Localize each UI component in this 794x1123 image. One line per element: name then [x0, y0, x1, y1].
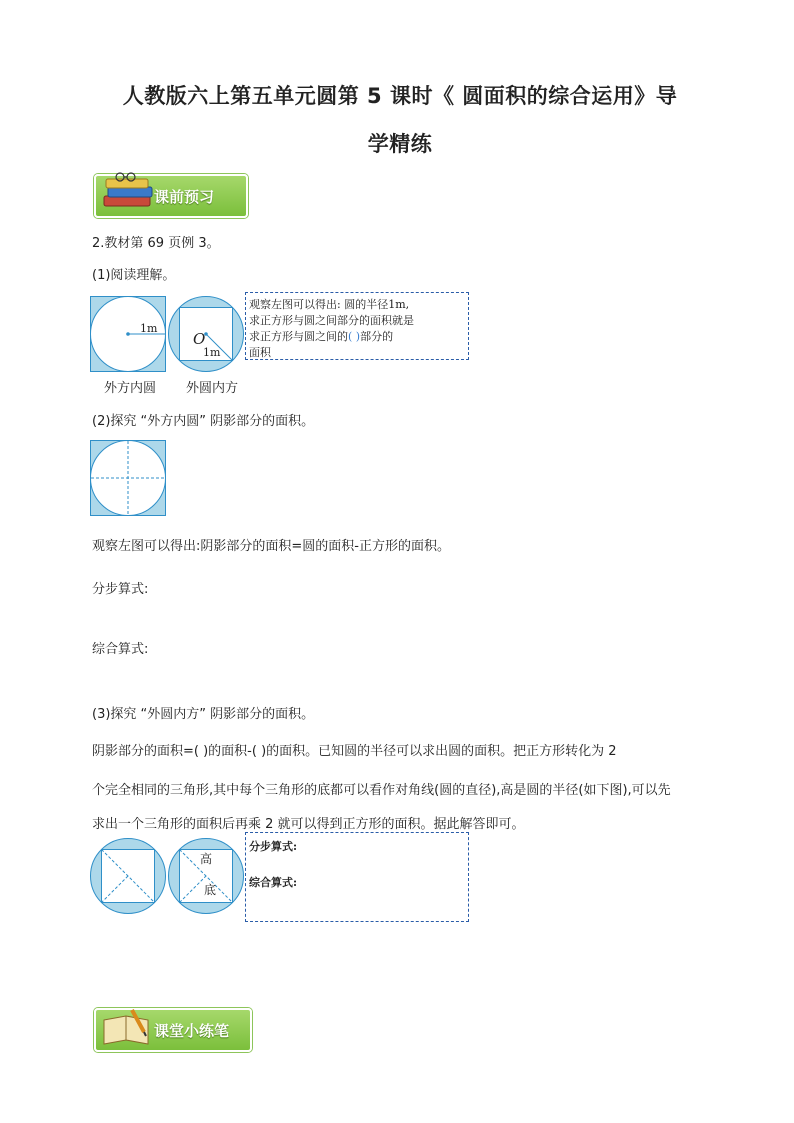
step2-heading: (2)探究 “外方内圆” 阴影部分的面积。 [92, 414, 315, 429]
note-line3 [249, 328, 393, 344]
height-label: 高 [200, 852, 213, 866]
figure-circle-outside-square [168, 296, 244, 372]
note-box [245, 292, 469, 360]
paragraph-line3: 求出一个三角形的面积后再乘 2 就可以得到正方形的面积。据此解答即可。 [92, 817, 525, 832]
answer-combined-label: 综合算式: [249, 876, 298, 889]
figure2-radius-label: 1m [203, 346, 221, 359]
books-icon [98, 170, 158, 214]
caption-circle-outside-square: 外圆内方 [186, 381, 239, 396]
step3-heading: (3)探究 “外圆内方” 阴影部分的面积。 [92, 707, 315, 722]
observation-text: 观察左图可以得出:阴影部分的面积=圆的面积-正方形的面积。 [92, 539, 450, 554]
figure2-center-label: O [193, 330, 206, 348]
paragraph-line2: 个完全相同的三角形,其中每个三角形的底都可以看作对角线(圆的直径),高是圆的半径(如下图),可以先 [92, 783, 671, 798]
note-line3-start: 求正方形与圆之间的 [249, 330, 348, 343]
note-answer-blank[interactable]: ( ) [348, 330, 361, 343]
page-title-line1: 人教版六上第五单元圆第 5 课时《 圆面积的综合运用》导 [122, 84, 678, 108]
figure-quartered-circle [90, 440, 166, 516]
answer-box[interactable] [245, 832, 469, 922]
exercise-intro: 2.教材第 69 页例 3。 [92, 236, 220, 251]
paragraph-line1: 阴影部分的面积=( )的面积-( )的面积。已知圆的半径可以求出圆的面积。把正方形转化为 2 [92, 744, 617, 759]
step1-heading: (1)阅读理解。 [92, 268, 176, 283]
caption-square-outside-circle: 外方内圆 [104, 381, 157, 396]
base-label: 底 [204, 883, 217, 897]
figure-square-diagonals [90, 838, 166, 914]
notebook-pencil-icon [98, 1006, 158, 1046]
note-line2: 求正方形与圆之间部分的面积就是 [249, 314, 414, 327]
page-title-line2: 学精练 [367, 132, 433, 156]
combined-label: 综合算式: [92, 642, 149, 657]
note-line4: 面积 [249, 346, 271, 359]
practice-badge-label: 课堂小练笔 [154, 1022, 230, 1040]
stepwise-label: 分步算式: [92, 582, 149, 597]
note-line1: 观察左图可以得出: 圆的半径1m, [249, 298, 410, 311]
note-line3-end: 部分的 [360, 330, 394, 343]
answer-stepwise-label: 分步算式: [249, 840, 298, 853]
figure1-radius-label: 1m [140, 322, 158, 335]
preview-badge-label: 课前预习 [154, 188, 215, 206]
practice-badge [94, 1008, 252, 1052]
preview-badge [94, 174, 248, 218]
